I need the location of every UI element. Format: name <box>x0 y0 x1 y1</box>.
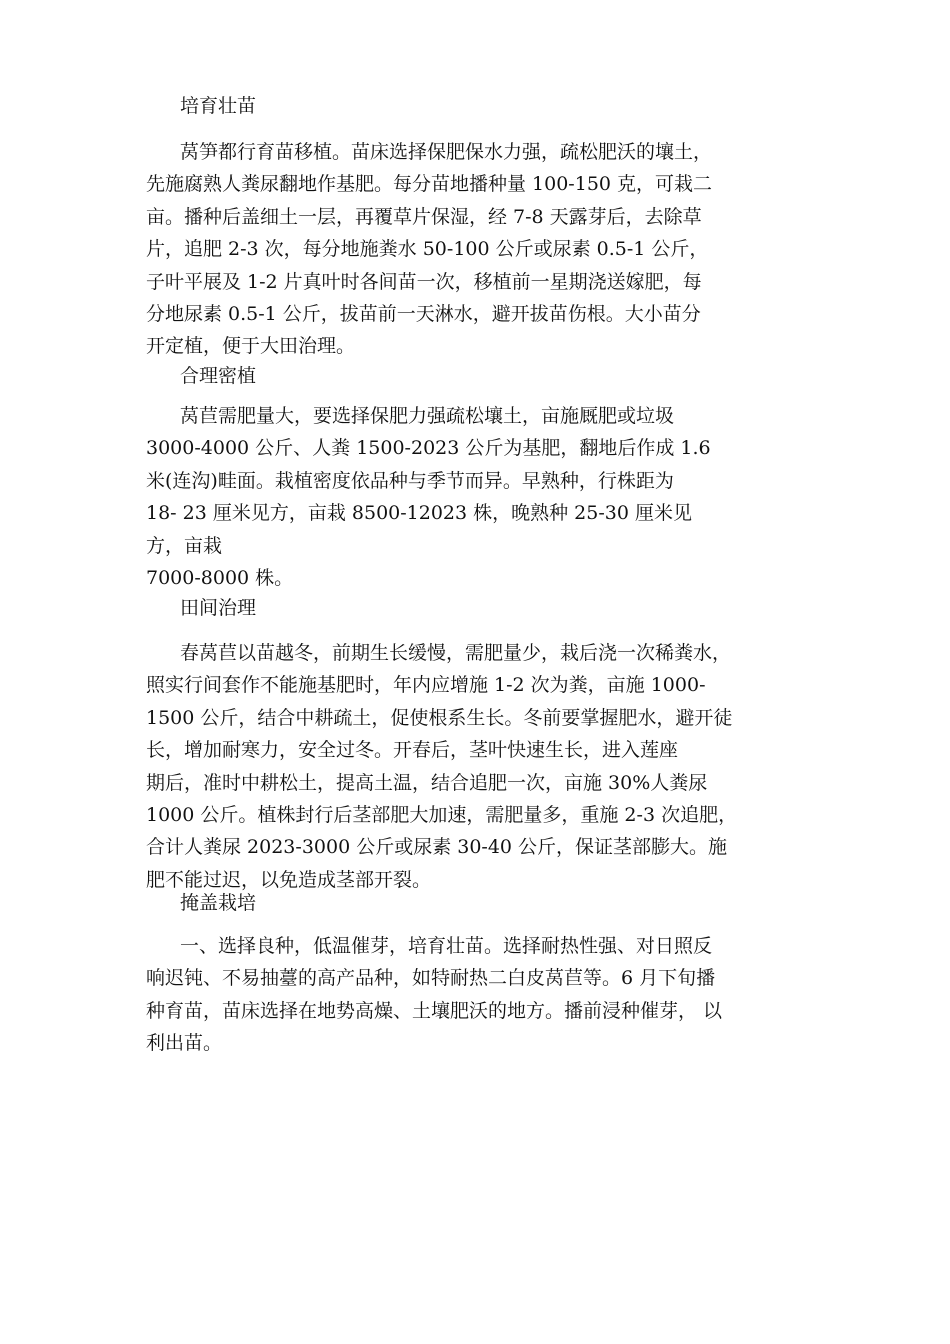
paragraph-line: 响迟钝、不易抽薹的高产品种，如特耐热二白皮莴苣等。6 月下旬播 <box>146 967 716 990</box>
section-heading-4: 掩盖栽培 <box>180 892 257 914</box>
paragraph-line: 片，追肥 2-3 次，每分地施粪水 50-100 公斤或尿素 0.5-1 公斤， <box>146 238 709 261</box>
paragraph-line: 合计人粪尿 2023-3000 公斤或尿素 30-40 公斤，保证茎部膨大。施 <box>146 836 728 859</box>
section-paragraph-2 <box>146 403 836 597</box>
paragraph-line: 分地尿素 0.5-1 公斤，拔苗前一天淋水，避开拔苗伤根。大小苗分 <box>146 302 701 325</box>
paragraph-line: 3000-4000 公斤、人粪 1500-2023 公斤为基肥，翻地后作成 1.6 <box>146 437 711 460</box>
paragraph-line: 1500 公斤，结合中耕疏土，促使根系生长。冬前要掌握肥水，避开徒 <box>146 706 733 729</box>
paragraph-line: 莴笋都行育苗移植。苗床选择保肥保水力强，疏松肥沃的壤土， <box>180 141 713 163</box>
paragraph-line: 一、选择良种，低温催芽，培育壮苗。选择耐热性强、对日照反 <box>180 935 713 957</box>
paragraph-line: 种育苗，苗床选择在地势高燥、土壤肥沃的地方。播前浸种催芽， 以 <box>146 999 723 1022</box>
paragraph-line: 莴苣需肥量大，要选择保肥力强疏松壤土，亩施厩肥或垃圾 <box>180 405 675 427</box>
section-paragraph-4 <box>146 933 836 1063</box>
paragraph-line: 亩。播种后盖细土一层，再覆草片保湿，经 7-8 天露芽后，去除草 <box>146 205 702 228</box>
paragraph-line: 1000 公斤。植株封行后茎部肥大加速，需肥量多，重施 2-3 次追肥， <box>146 803 738 826</box>
section-heading-1: 培育壮苗 <box>180 95 257 117</box>
paragraph-line: 子叶平展及 1-2 片真叶时各间苗一次，移植前一星期浇送嫁肥，每 <box>146 270 702 293</box>
section-paragraph-1 <box>146 139 836 366</box>
paragraph-line: 肥不能过迟，以免造成茎部开裂。 <box>146 868 432 891</box>
section-paragraph-3 <box>146 640 836 899</box>
paragraph-line: 18- 23 厘米见方，亩栽 8500-12023 株，晚熟种 25-30 厘米见 <box>146 502 693 525</box>
section-heading-3: 田间治理 <box>180 597 257 619</box>
paragraph-line: 7000-8000 株。 <box>146 566 294 589</box>
paragraph-line: 开定植，便于大田治理。 <box>146 335 356 358</box>
paragraph-line: 方，亩栽 <box>146 534 223 557</box>
paragraph-line: 米(连沟)畦面。栽植密度依品种与季节而异。早熟种，行株距为 <box>146 469 674 492</box>
paragraph-line: 利出苗。 <box>146 1032 223 1055</box>
paragraph-line: 期后，准时中耕松土，提高土温，结合追肥一次，亩施 30%人粪尿 <box>146 771 708 794</box>
paragraph-line: 照实行间套作不能施基肥时，年内应增施 1-2 次为粪，亩施 1000- <box>146 674 706 697</box>
paragraph-line: 春莴苣以苗越冬，前期生长缓慢，需肥量少，栽后浇一次稀粪水， <box>180 642 732 664</box>
paragraph-line: 先施腐熟人粪尿翻地作基肥。每分苗地播种量 100-150 克，可栽二 <box>146 173 713 196</box>
section-heading-2: 合理密植 <box>180 365 257 387</box>
paragraph-line: 长，增加耐寒力，安全过冬。开春后，茎叶快速生长，进入莲座 <box>146 739 679 762</box>
